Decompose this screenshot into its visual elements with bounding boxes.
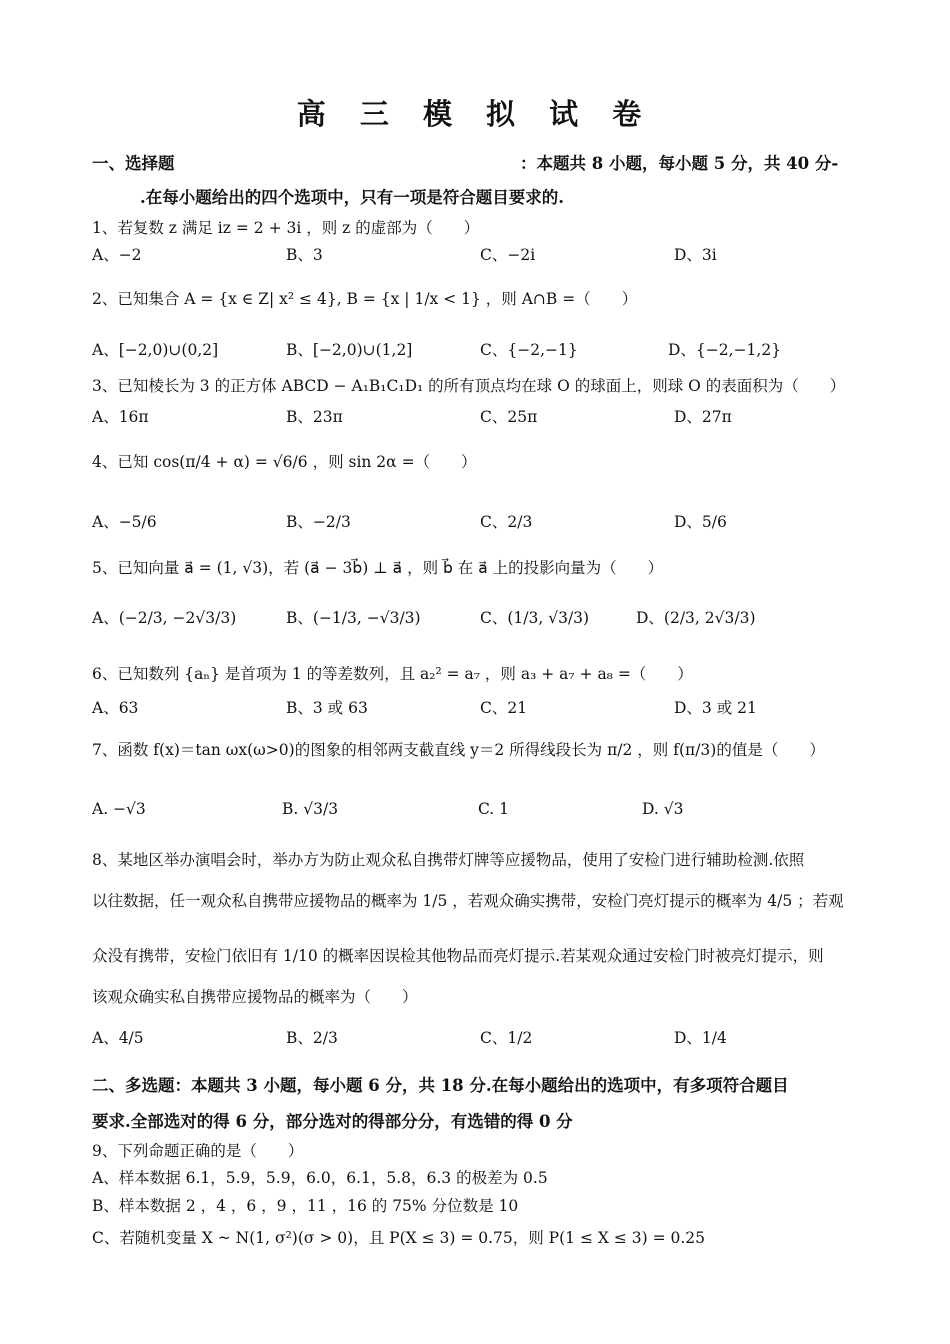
question-8-line-2: 以往数据，任一观众私自携带应援物品的概率为 1/5 ，若观众确实携带，安检门亮灯提示的概率为 4/5 ；若观 [92,892,844,910]
question-4-expression: cos(π/4 + α) = √6/6 [153,453,308,471]
question-9-option-a: A、样本数据 6.1，5.9，5.9，6.0，6.1，5.8，6.3 的极差为 0.5 [92,1169,548,1187]
question-7-option-b: B. √3/3 [282,800,339,818]
section-1-description: ：本题共 8 小题，每小题 5 分，共 40 分- [520,154,839,173]
question-7-option-d: D. √3 [642,800,684,818]
section-2-heading: 二、多选题：本题共 3 小题，每小题 6 分，共 18 分.在每小题给出的选项中，有多项符合题目 [92,1076,789,1095]
question-3-option-d: D、27π [674,408,732,426]
question-9-option-b: B、样本数据 2 ，4 ，6 ，9 ，11 ，16 的 75% 分位数是 10 [92,1197,519,1215]
question-2-stem: 2、已知集合 A = {x ∈ Z| x² ≤ 4}, B = {x | 1/x < 1} ，则 A∩B =（ ） [92,290,638,308]
question-3-option-b: B、23π [286,408,343,426]
question-8-option-b: B、2/3 [286,1029,338,1047]
question-5-option-a: A、(−2/3, −2√3/3) [92,609,237,627]
question-4-stem [92,450,477,472]
question-1-stem: 1、若复数 z 满足 iz = 2 + 3i ，则 z 的虚部为（ ） [92,219,480,237]
section-1-heading: 一、选择题 [92,154,175,173]
question-4-option-b: B、−2/3 [286,513,351,531]
question-4-option-c: C、2/3 [480,513,533,531]
question-8-option-a: A、4/5 [92,1029,144,1047]
question-8-line-4: 该观众确实私自携带应援物品的概率为（ ） [92,988,418,1006]
question-7-option-c: C. 1 [478,800,510,818]
question-5-stem: 5、已知向量 a⃗ = (1, √3)，若 (a⃗ − 3b⃗) ⊥ a⃗ ，则 b⃗ 在 a⃗ 上的投影向量为（ ） [92,559,664,577]
question-4-prefix: 4、已知 [92,453,149,471]
question-4-option-a: A、−5/6 [92,513,157,531]
question-8-line-1: 8、某地区举办演唱会时，举办方为防止观众私自携带灯牌等应援物品，使用了安检门进行辅助检测.依照 [92,851,805,869]
question-4-suffix: ，则 sin 2α =（ ） [312,453,477,471]
section-1-description-line2: .在每小题给出的四个选项中，只有一项是符合题目要求的. [140,188,564,207]
question-2-option-b: B、[−2,0)∪(1,2] [286,341,413,359]
question-5-option-b: B、(−1/3, −√3/3) [286,609,421,627]
question-5-option-d: D、(2/3, 2√3/3) [636,609,756,627]
question-9-option-c: C、若随机变量 X ~ N(1, σ²)(σ > 0)，且 P(X ≤ 3) = 0.75，则 P(1 ≤ X ≤ 3) = 0.25 [92,1229,705,1247]
question-8-option-c: C、1/2 [480,1029,533,1047]
question-8-line-3: 众没有携带，安检门依旧有 1/10 的概率因误检其他物品而亮灯提示.若某观众通过安检门时被亮灯提示，则 [92,947,824,965]
question-6-stem: 6、已知数列 {aₙ} 是首项为 1 的等差数列，且 a₂² = a₇ ，则 a₃ + a₇ + a₈ =（ ） [92,665,693,683]
section-2-description: 要求.全部选对的得 6 分，部分选对的得部分分，有选错的得 0 分 [92,1112,573,1131]
question-6-option-b: B、3 或 63 [286,699,368,717]
question-6-option-d: D、3 或 21 [674,699,757,717]
question-2-option-a: A、[−2,0)∪(0,2] [92,341,219,359]
question-2-option-d: D、{−2,−1,2} [668,341,782,359]
question-1-option-b: B、3 [286,246,323,264]
question-7-stem: 7、函数 f(x)＝tan ωx(ω>0)的图象的相邻两支截直线 y＝2 所得线段长为 π/2 ，则 f(π/3)的值是（ ） [92,741,825,759]
question-1-option-c: C、−2i [480,246,536,264]
question-6-option-a: A、63 [92,699,139,717]
question-3-option-a: A、16π [92,408,149,426]
question-1-option-a: A、−2 [92,246,142,264]
question-8-option-d: D、1/4 [674,1029,727,1047]
page-title: 高 三 模 拟 试 卷 [296,97,654,131]
question-3-option-c: C、25π [480,408,538,426]
question-4-option-d: D、5/6 [674,513,727,531]
question-2-option-c: C、{−2,−1} [480,341,578,359]
question-7-option-a: A. −√3 [92,800,146,818]
question-1-option-d: D、3i [674,246,717,264]
question-6-option-c: C、21 [480,699,528,717]
question-5-option-c: C、(1/3, √3/3) [480,609,590,627]
question-3-stem: 3、已知棱长为 3 的正方体 ABCD − A₁B₁C₁D₁ 的所有顶点均在球 O 的球面上，则球 O 的表面积为（ ） [92,377,846,395]
question-9-stem: 9、下列命题正确的是（ ） [92,1142,304,1160]
